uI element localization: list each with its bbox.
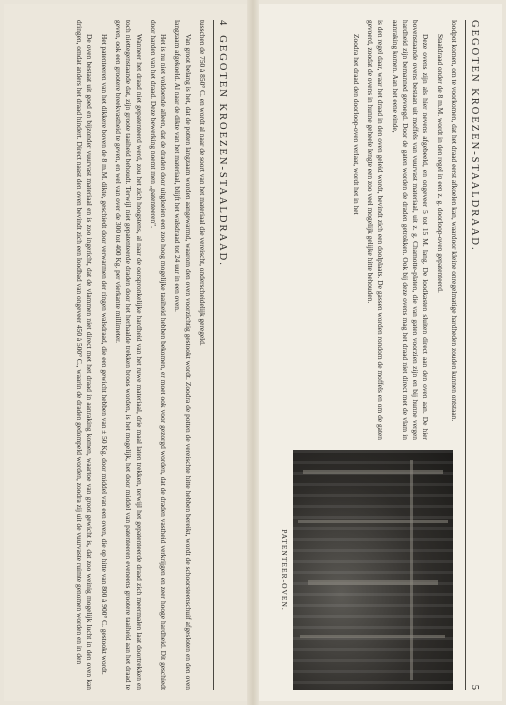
book-gutter (247, 0, 259, 705)
paragraph: Deze ovens zijn als hier nevens afgebeeld, en ongeveer 5 tot 15 M. lang. De loodkasten sluiten direct aan den oven aan. De hier bovenstaande ovens bestaan uit moffels van vuurvast materiaal, uit z. g. Chamotte-platen, die van gaten voorzien zijn en bij hunne vergen hardheid zijn bemanned gevoegd. Door de gaten worden de draden getrokken. Ook bij deze ovens mag het draad niet direct met de vlam in aanraking komen. Aan het eene einde, (390, 20, 431, 440)
left-running-head (213, 20, 228, 690)
left-page-content (18, 20, 228, 690)
figure-block (274, 450, 459, 690)
paragraph: Het patenteeren van het dikkere boven de 8 m.M. dikte, geschiedt door verwarmen der ringen walsdraad, die een gewicht hebben van ± 50 Kg. door middel van een oven, die op hitte van 800 à 900° C. gestookt wordt. (99, 34, 109, 675)
paragraph: Van groot belang is het, dat de potten langzaam worden aangewarmd, waarom den oven voorzichtig gestookt wordt. Zoodra de potten de vereischte hitte hebben bereikt, wordt de schoorsteenschuif afgesloten en den oven langzaam afgekoeld. Al naar de dikte van het materiaal, blijft het walsdraad tot 24 uur in een oven. (173, 20, 193, 690)
right-page-number: 5 (469, 684, 480, 690)
right-body-text (274, 20, 459, 440)
paragraph: Het is nu niet voldoende alleen, dat de draden door uitgloeien een zoo hoog mogelijke taaiheid hebben bekomen, er moet ook voor gezorgd worden, dat de draden vastheid verkrijgen en zeer hooge hardheid. Dit geschiedt door harden van het draad. Deze bewerking noemt men „patenteeren". (148, 20, 169, 690)
paragraph: Staaldraad onder de 8 m.M. wordt in den regel in een z. g. doorloop-oven gepatenteerd. (435, 34, 445, 293)
left-running-title: GEGOTEN KROEZEN-STAALDRAAD. (217, 35, 228, 267)
paragraph: Zoodra het draad den doorloop-oven verlaat, wordt het in het (351, 34, 361, 215)
paragraph: De oven bestaat uit goed en bijzonder vuurvast materiaal en is zoo ingericht, dat de vlammen niet direct met het draad in aanraking komen, waartoe van groot gewicht is, dat zoo weinig mogelijk lucht in den oven kan dringen, omdat anders het draad hindert. Direct naast den oven bevindt zich een loodbad van ongeveer 450 à 500° C., waarin de draden gedompeld worden, zoodra zij uit de vuurvaste ruimte genomen worden en in den (75, 20, 95, 690)
furnace-photo (293, 450, 453, 690)
right-running-title: GEGOTEN KROEZEN-STAALDRAAD. (469, 20, 480, 252)
figure-caption: PATENTEER-OVEN. (280, 529, 289, 611)
right-running-head (465, 20, 480, 690)
right-body (274, 20, 459, 690)
paragraph: loodpot komen, om te voorkomen, dat het draad eerst afkoelen kan, waardoor kleine onregelmatige hardheden zouden kunnen ontstaan. (450, 20, 459, 422)
paragraph: tusschen de 750 à 850° C. en wordt al naar de soort van het materiaal die vereischt, onderscheidelijk geregeld. (198, 20, 207, 346)
left-page-number: 4 (217, 20, 228, 26)
right-page-content (270, 20, 480, 690)
paragraph: Wanneer het draad niet gepatenteerd werd, zou het zich hoogstens, al naar de oorspronkelijke hardheid van het ruwe materiaal, drie maal laten trekken, terwijl het gepatenteerde draad zich meermalen laat doortrekken en toch niettegenstaande dat, zijn groote taaiheid behoudt. Terwijl niet gepatenteerde draden door het herhaalde trekken broos worden, is het mogelijk, het door middel van patenteeren eveneens grootere taaiheid aan het draad te geven, ook een grootere breekvastheid te geven, en wel van over de 300 tot 400 Kg. per vierkante millimeter. (113, 20, 144, 690)
left-body-text (74, 20, 207, 690)
paragraph: is den regel daar, waar het draad in den oven geleid wordt, bevindt zich een doolplaats. De gassen worden rondom de moffels en om de gaten gevoerd, zoodat de ovens in hunne geheele lengte een zoo veel mogelijk gelijke hitte behouden. (365, 20, 386, 440)
